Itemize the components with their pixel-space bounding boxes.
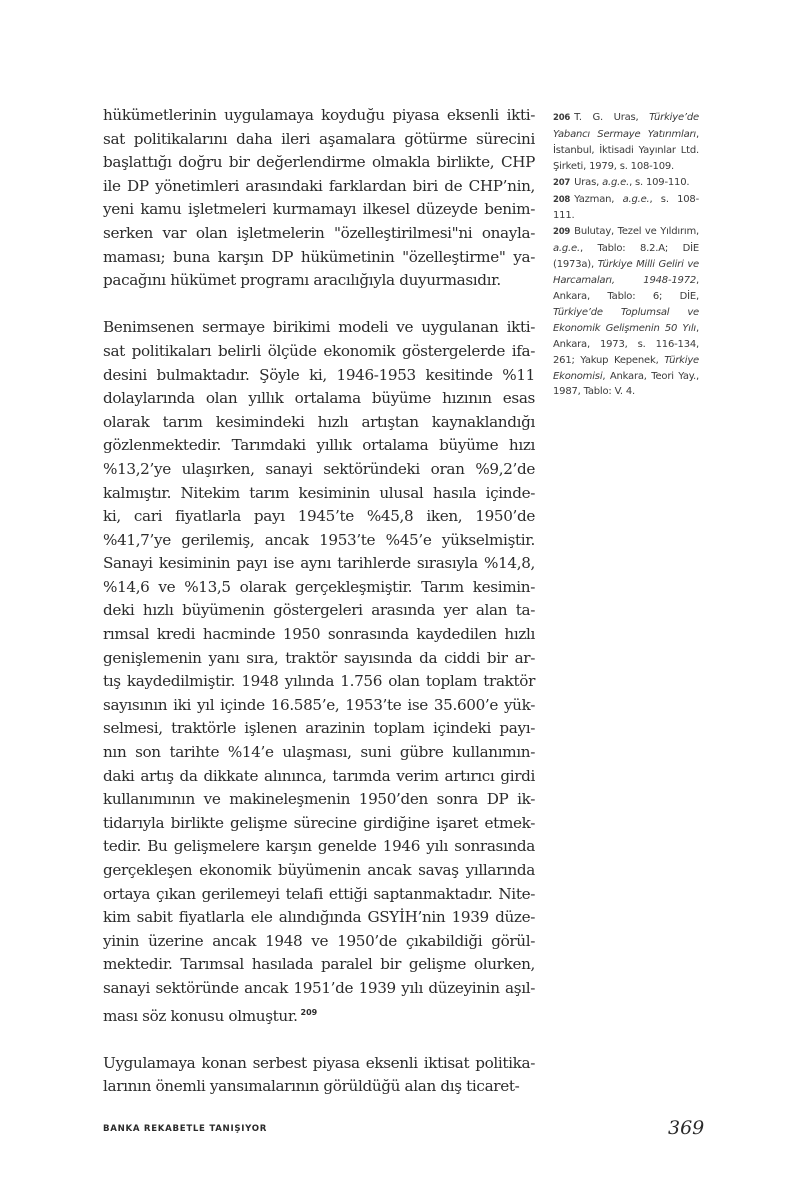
footnote-text: , Ankara, 1973, s. 116-134, 261; Yakup Kepenek,: [553, 322, 699, 366]
paragraph-1: [103, 104, 535, 293]
text-line: kullanımının ve makineleşmenin 1950’den sonra DP ik-: [103, 790, 535, 809]
footnote-text: , Ankara, Tablo: 6; DİE,: [553, 275, 699, 302]
text-line: ile DP yönetimleri arasındaki farklardan biri de CHP’nin,: [103, 176, 535, 195]
text-line: kim sabit fiyatlarla ele alındığında GSYİH’nin 1939 düze-: [103, 908, 535, 927]
footnote-title: a.g.e.: [622, 193, 650, 205]
footnote-text: T. G. Uras,: [574, 112, 650, 123]
text-line: pacağını hükümet programı aracılığıyla duyurmasıdır.: [103, 271, 501, 290]
text-line: kalmıştır. Nitekim tarım kesiminin ulusal hasıla içinde-: [103, 483, 535, 502]
footnote-title: Türkiye Milli Geliri ve Harcamaları, 1948-1972: [553, 259, 700, 287]
text-line: sat politikalarını daha ileri aşamalara götürme sürecini: [103, 129, 535, 148]
text-line: dolaylarında olan yıllık ortalama büyüme hızının esas: [103, 389, 535, 408]
text-line: rımsal kredi hacminde 1950 sonrasında kaydedilen hızlı: [103, 625, 535, 644]
running-title: BANKA REKABETLE TANIŞIYOR: [103, 1124, 268, 1134]
text-line: Benimsenen sermaye birikimi modeli ve uygulanan ikti-: [103, 318, 535, 337]
footnote-209: [553, 224, 699, 400]
footnote-207: [553, 175, 699, 192]
text-line: %41,7’ye gerilemiş, ancak 1953’te %45’e yükselmiştir.: [103, 530, 535, 549]
footnote-number: 208: [553, 194, 571, 205]
footnote-number: 207: [553, 177, 571, 188]
footnote-text: Bulutay, Tezel ve Yıldırım,: [574, 226, 699, 238]
text-line: nın son tarihte %14’e ulaşması, suni gübre kullanımın-: [103, 743, 535, 762]
footnote-text: Uras,: [574, 176, 603, 188]
footnote-text: Yazman,: [574, 193, 623, 205]
text-line: başlattığı doğru bir değerlendirme olmakla birlikte, CHP: [103, 153, 535, 172]
footnote-title: a.g.e.: [602, 176, 630, 188]
footnote-reference[interactable]: 209: [300, 1007, 318, 1017]
text-line: sat politikaları belirli ölçüde ekonomik göstergelerde ifa-: [103, 341, 535, 360]
text-line: gerçekleşen ekonomik büyümenin ancak savaş yıllarında: [103, 861, 535, 879]
text-line: ortaya çıkan gerilemeyi telafi ettiği saptanmaktadır. Nite-: [103, 884, 535, 903]
footnote-text: , İstanbul, İktisadi Yayınlar Ltd. Şirketi, 1979, s. 108-109.: [553, 128, 699, 172]
text-line: deki hızlı büyümenin göstergeleri arasında yer alan ta-: [103, 601, 535, 620]
footnote-text: , s. 108-111.: [553, 193, 699, 222]
page-number: 369: [668, 1117, 705, 1139]
text-line: larının önemli yansımalarının görüldüğü alan dış ticaret-: [103, 1077, 520, 1096]
footnote-text: , Tablo: 8.2.A; DİE (1973a),: [553, 243, 699, 271]
text-line: selmesi, traktörle işlenen arazinin toplam içindeki payı-: [103, 719, 535, 738]
text-line: tış kaydedilmiştir. 1948 yılında 1.756 olan toplam traktör: [103, 672, 535, 691]
text-line: yinin üzerine ancak 1948 ve 1950’de çıkabildiği görül-: [103, 931, 535, 950]
footnote-title: a.g.e.: [553, 243, 580, 255]
paragraph-3: [103, 1052, 535, 1099]
text-line: genişlemenin yanı sıra, traktör sayısında da ciddi bir ar-: [103, 648, 535, 667]
text-line: sanayi sektöründe ancak 1951’de 1939 yılı düzeyinin aşıl-: [103, 978, 535, 997]
text-line: daki artış da dikkate alınınca, tarımda verim artırıcı girdi: [103, 766, 535, 785]
footnote-number: 209: [553, 227, 571, 238]
text-line: tidarıyla birlikte gelişme sürecine girdiğine işaret etmek-: [103, 813, 535, 832]
text-line: ki, cari fiyatlarla payı 1945’te %45,8 iken, 1950’de: [103, 507, 535, 526]
text-line: desini bulmaktadır. Şöyle ki, 1946-1953 kesitinde %11: [103, 365, 535, 384]
text-line: olarak tarım kesimindeki hızlı artıştan kaynaklandığı: [103, 412, 535, 431]
footnote-title: Türkiye’de Yabancı Sermaye Yatırımları: [553, 112, 699, 140]
footnote-208: [553, 192, 699, 225]
footnote-text: , Ankara, Teori Yay., 1987, Tablo: V. 4.: [553, 370, 699, 398]
text-line: hükümetlerinin uygulamaya koyduğu piyasa eksenli ikti-: [103, 106, 535, 124]
main-text-column: [103, 104, 535, 1099]
text-line: %14,6 ve %13,5 olarak gerçekleşmiştir. Tarım kesimin-: [103, 577, 535, 596]
sidenotes-column: [553, 110, 699, 400]
text-line: mektedir. Tarımsal hasılada paralel bir gelişme olurken,: [103, 955, 535, 974]
footnote-title: Türkiye Ekonomisi: [553, 354, 699, 382]
text-line: yeni kamu işletmeleri kurmamayı ilkesel düzeyde benim-: [103, 200, 535, 219]
text-line: Sanayi kesiminin payı ise aynı tarihlerde sırasıyla %14,8,: [103, 554, 535, 573]
footnote-title: Türkiye’de Toplumsal ve Ekonomik Gelişmenin 50 Yılı: [553, 306, 699, 334]
text-line: maması; buna karşın DP hükümetinin "özelleştirme" ya-: [103, 247, 535, 266]
footnote-text: , s. 109-110.: [629, 176, 690, 188]
text-line: gözlenmektedir. Tarımdaki yıllık ortalama büyüme hızı: [103, 436, 535, 455]
text-line: Uygulamaya konan serbest piyasa eksenli iktisat politika-: [103, 1053, 535, 1072]
text-line: %13,2’ye ulaşırken, sanayi sektöründeki oran %9,2’de: [103, 459, 535, 478]
paragraph-2: [103, 316, 535, 1028]
text-line: ması söz konusu olmuştur. $^{209}$: [103, 1006, 318, 1025]
text-line: serken var olan işletmelerin "özelleştirilmesi"ni onayla-: [103, 223, 535, 242]
footnote-206: [553, 110, 699, 175]
footnote-number: 206: [553, 113, 571, 123]
text-line: sayısının iki yıl içinde 16.585’e, 1953’te ise 35.600’e yük-: [103, 695, 535, 714]
text-line: tedir. Bu gelişmelere karşın genelde 1946 yılı sonrasında: [103, 837, 535, 856]
